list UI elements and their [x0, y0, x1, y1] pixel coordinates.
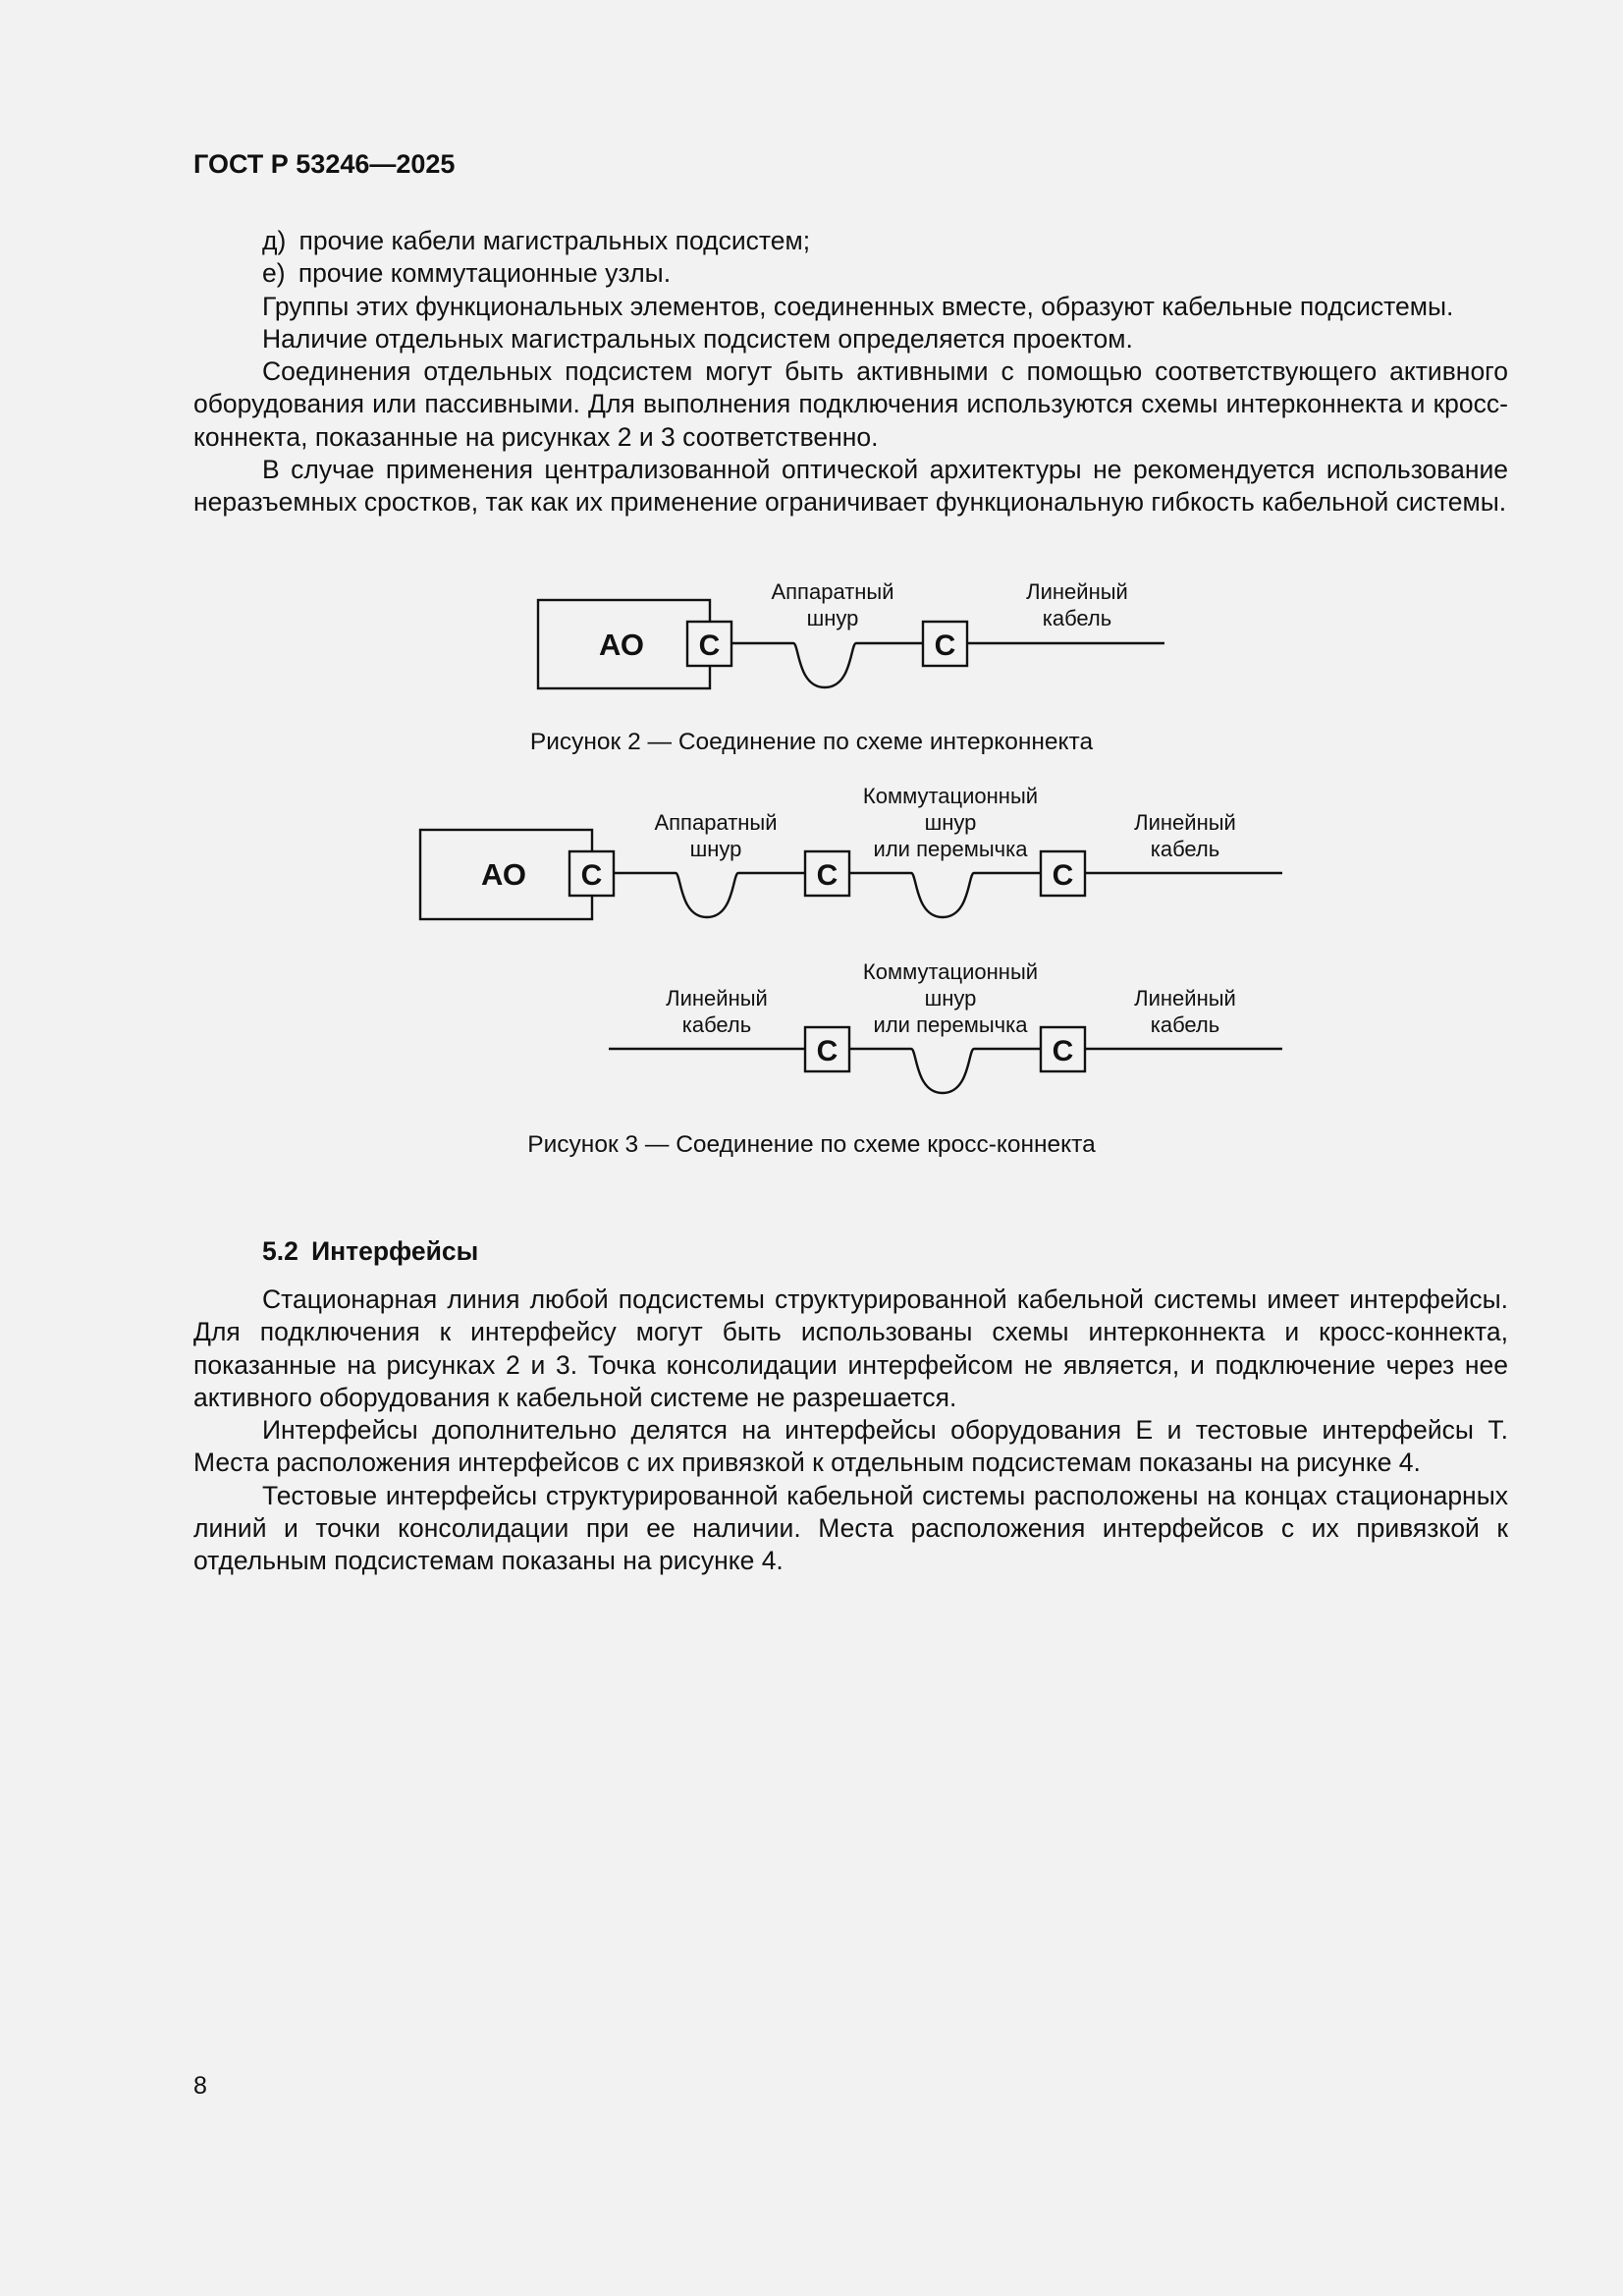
line-cable-label-2: кабель [1150, 837, 1220, 861]
figure-2-caption: Рисунок 2 — Соединение по схеме интерконнекта [529, 729, 1094, 755]
document-code: ГОСТ Р 53246—2025 [193, 149, 456, 179]
line-cable-label-2: кабель [681, 1012, 752, 1037]
line-cable-label-2: кабель [1150, 1012, 1220, 1037]
intro-text [193, 225, 1508, 519]
paragraph: Наличие отдельных магистральных подсистем определяется проектом. [262, 323, 1133, 354]
patch-cord-label-3: или перемычка [873, 837, 1028, 861]
list-item-e: е) прочие коммутационные узлы. [262, 258, 672, 289]
paragraph: Группы этих функциональных элементов, соединенных вместе, образуют кабельные подсистемы. [262, 291, 1454, 321]
line-cable-label-2: кабель [1042, 606, 1112, 630]
equipment-cord-label-1: Аппаратный [771, 579, 894, 604]
patch-cord [849, 1049, 1041, 1093]
equipment-cord-label-2: шнур [689, 837, 742, 861]
section-5-2 [193, 1235, 1508, 1578]
paragraph: В случае применения централизованной оптической архитектуры не рекомендуется использование неразъемных сростков, так как их применение ограничивает функциональную гибкость кабельной системы. [193, 455, 1508, 518]
section-heading: 5.2 Интерфейсы [262, 1236, 479, 1266]
ao-label: АО [480, 857, 527, 892]
patch-cord-label-1: Коммутационный [862, 784, 1039, 808]
paragraph: Тестовые интерфейсы структурированной кабельной системы расположены на концах стационарных линий и точки консолидации при ее наличии. Места расположения интерфейсов с их привязкой к отдельным подсистемам показаны на рисунке 4. [193, 1480, 1508, 1576]
equipment-cord-label-2: шнур [806, 606, 859, 630]
patch-cord-label-3: или перемычка [873, 1012, 1028, 1037]
connector-label: С [1052, 859, 1074, 892]
line-cable-label-1: Линейный [1134, 810, 1236, 835]
connector-label: С [698, 629, 721, 662]
paragraph: Интерфейсы дополнительно делятся на интерфейсы оборудования Е и тестовые интерфейсы Т. Места расположения интерфейсов с их привязкой к отдельным подсистемам показаны на рисунке 4. [193, 1415, 1508, 1478]
connector-label: С [816, 859, 839, 892]
connector-label: С [1052, 1035, 1074, 1067]
paragraph: Стационарная линия любой подсистемы структурированной кабельной системы имеет интерфейсы. Для подключения к интерфейсу могут быть использованы схемы интерконнекта и кросс-коннекта, показанные на рисунках 2 и 3. Точка консолидации интерфейсом не является, и подключение через нее активного оборудования к кабельной системе не разрешается. [193, 1285, 1508, 1412]
connector-label: С [816, 1035, 839, 1067]
list-item-d: д) прочие кабели магистральных подсистем; [262, 226, 811, 255]
page-number: 8 [193, 2072, 207, 2100]
connector-label: С [934, 629, 956, 662]
equipment-cord [731, 643, 923, 687]
paragraph: Соединения отдельных подсистем могут быть активными с помощью соответствующего активного оборудования или пассивными. Для выполнения подключения используются схемы интерконнекта и кросс-коннекта, показанные на рисунках 2 и 3 соответственно. [193, 356, 1508, 452]
line-cable-label-1: Линейный [1026, 579, 1128, 604]
patch-cord-label-2: шнур [924, 986, 977, 1011]
figure-2-interconnect [0, 570, 1623, 766]
figure-3-caption: Рисунок 3 — Соединение по схеме кросс-коннекта [527, 1131, 1096, 1158]
ao-label: АО [598, 628, 645, 662]
equipment-cord [614, 873, 805, 917]
patch-cord-label-1: Коммутационный [862, 959, 1039, 984]
line-cable-label-1: Линейный [666, 986, 768, 1011]
patch-cord [849, 873, 1041, 917]
figure-3-cross-connect [0, 776, 1623, 1169]
interconnect-diagram [0, 570, 1623, 697]
connector-label: С [580, 859, 603, 892]
patch-cord-label-2: шнур [924, 810, 977, 835]
equipment-cord-label-1: Аппаратный [654, 810, 778, 835]
line-cable-label-1: Линейный [1134, 986, 1236, 1011]
cross-connect-diagram [0, 776, 1623, 1100]
